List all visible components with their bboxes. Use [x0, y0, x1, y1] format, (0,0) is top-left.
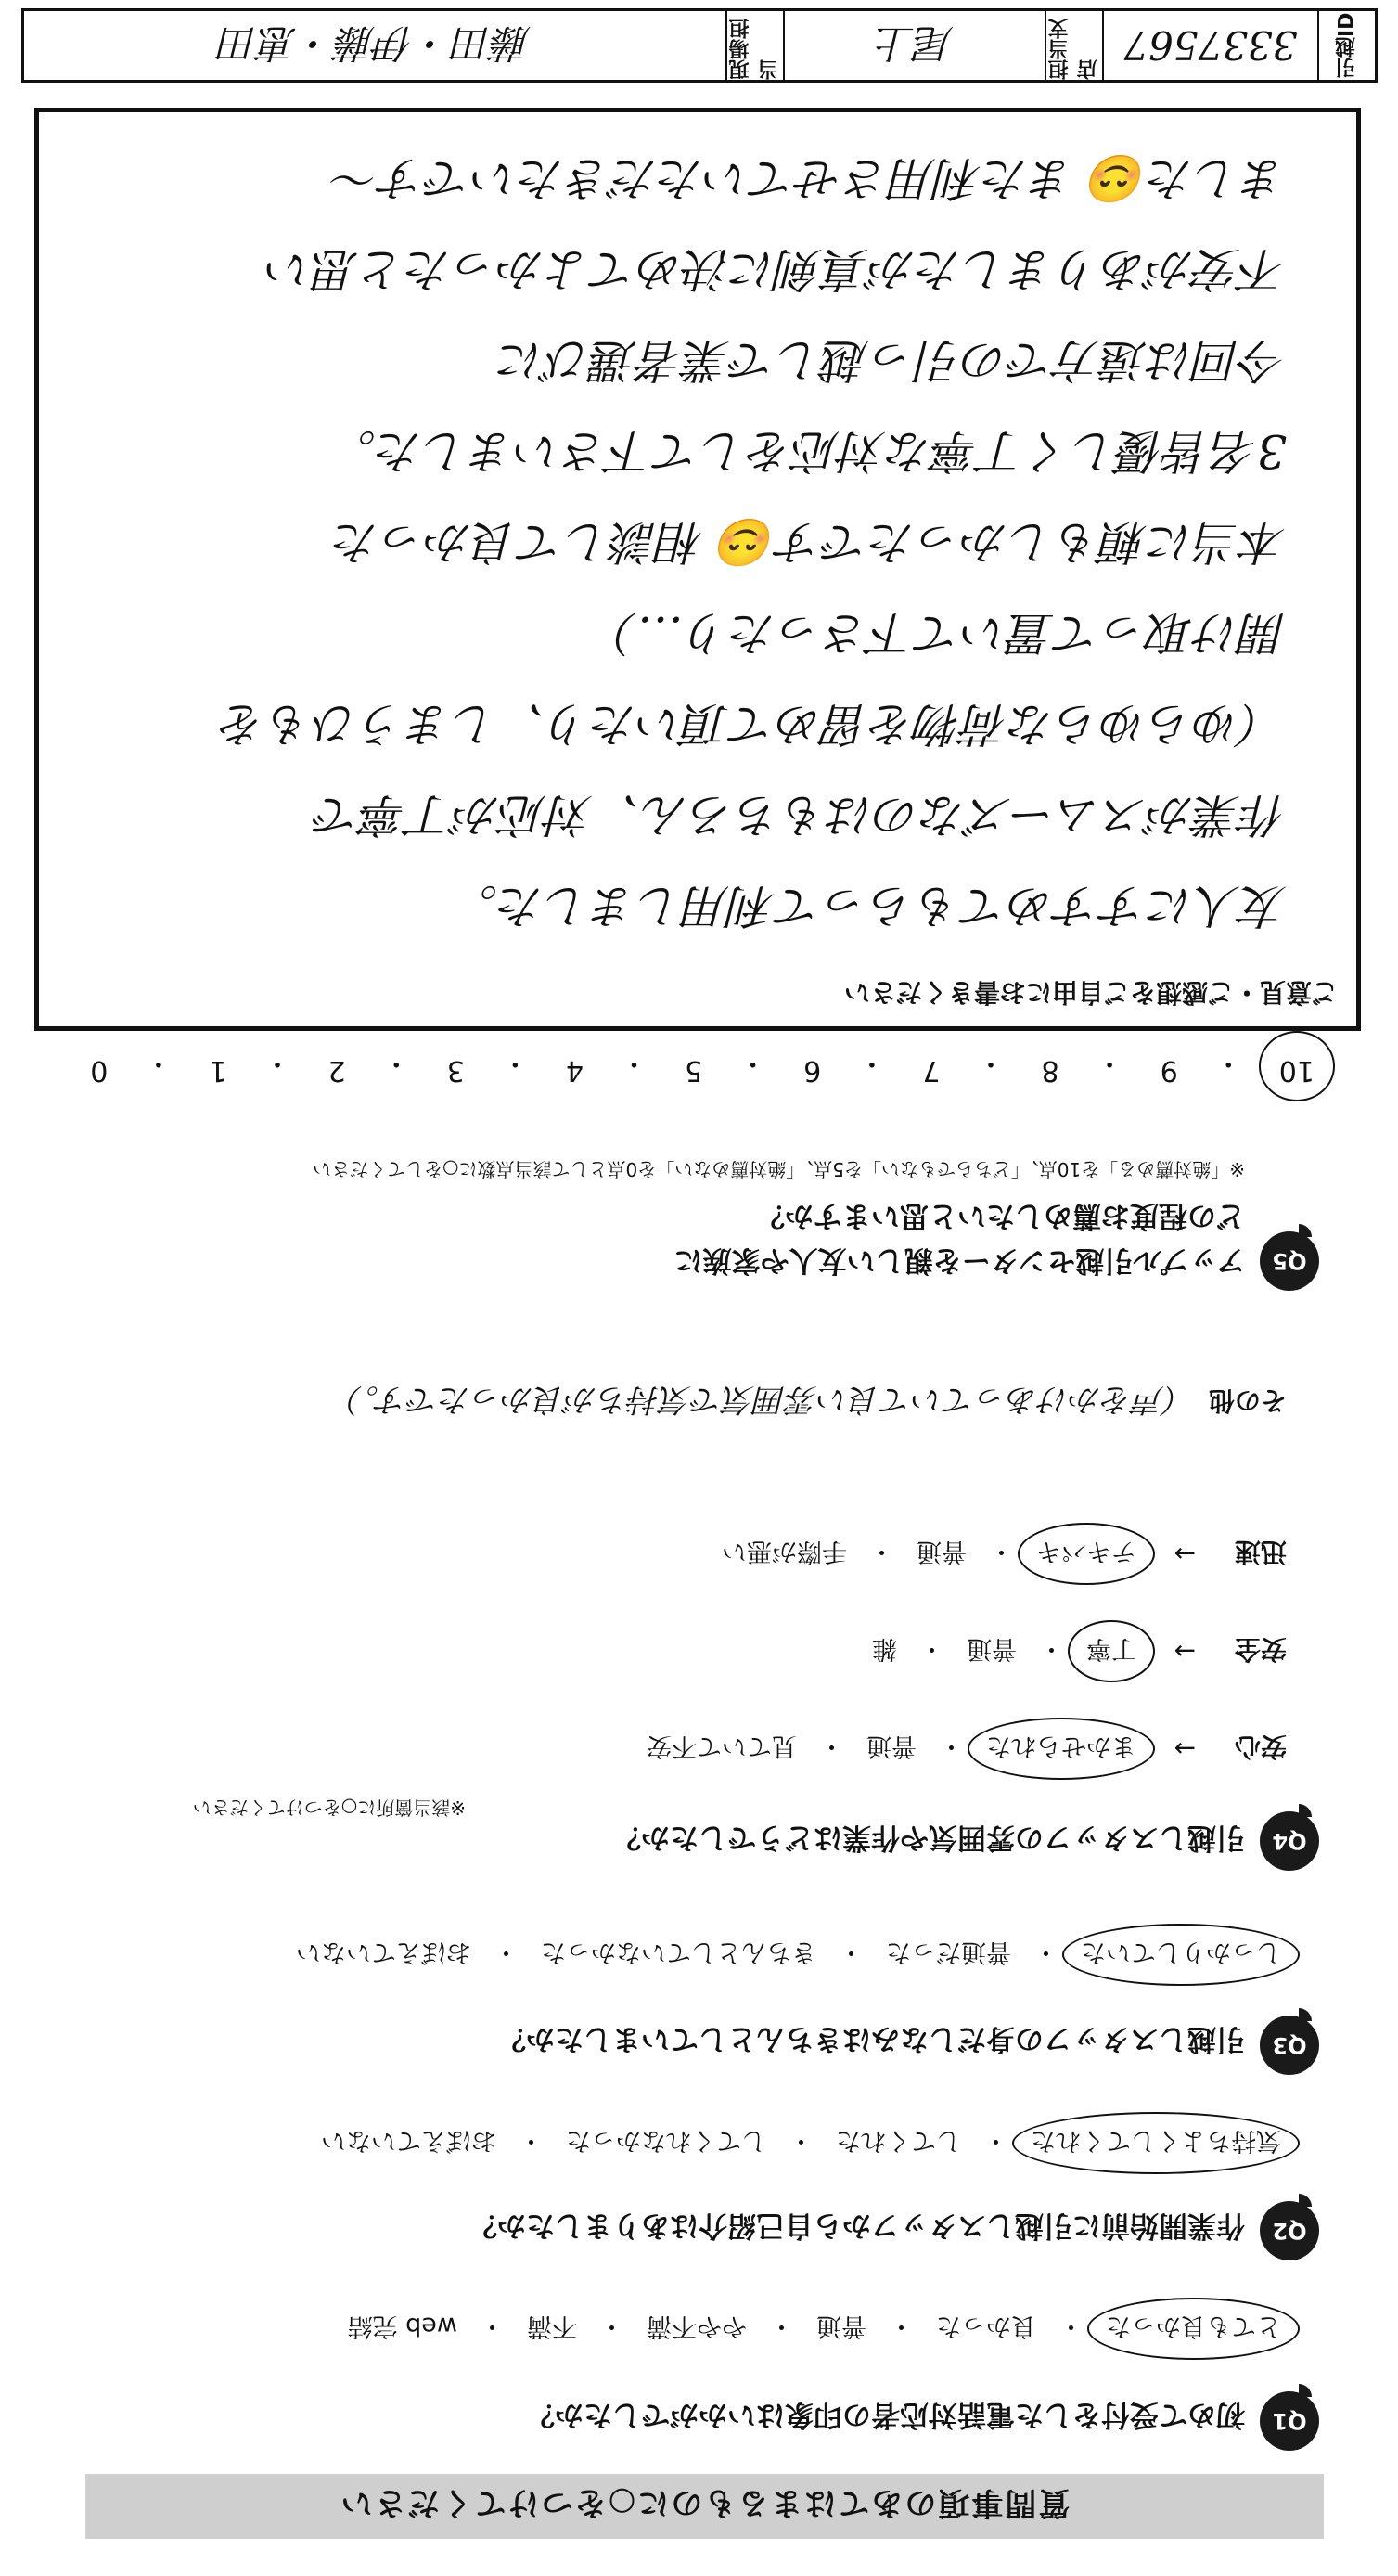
- comment-title: ご意見・ご感想をご自由にお書きください: [843, 977, 1338, 1008]
- q5-separator: ・: [1096, 1047, 1124, 1079]
- q2-option[interactable]: おぼえていない: [321, 2126, 496, 2155]
- q4-other-row: [331, 1380, 1287, 1425]
- comment-line: 開け取って置いて下さったり…）: [591, 606, 1287, 660]
- q4-row: [641, 1534, 1287, 1574]
- q5-score-option[interactable]: 8: [1041, 1054, 1059, 1087]
- q5-score-option[interactable]: 9: [1160, 1054, 1178, 1087]
- comment-line: 不安がありましたが真剣に決めてよかったと思い: [266, 242, 1287, 296]
- q4-option[interactable]: 普通: [866, 1732, 917, 1760]
- q2-separator: ・: [519, 2126, 544, 2155]
- q5-separator: ・: [501, 1047, 530, 1079]
- q5-scale: [90, 1046, 1315, 1087]
- q2-option[interactable]: してくれた: [836, 2126, 961, 2155]
- q3-option[interactable]: 普通だった: [886, 1938, 1011, 1966]
- q4-option[interactable]: 雑: [872, 1634, 897, 1663]
- q1-separator: ・: [769, 2312, 794, 2340]
- q3-badge-icon: Q3: [1260, 2016, 1319, 2075]
- arrow-icon: →: [1174, 1539, 1196, 1569]
- q5-separator: ・: [144, 1047, 173, 1079]
- q3-question: 引越しスタッフの身だしなみはきちんとしていましたか？: [497, 2022, 1245, 2055]
- q5-separator: ・: [1214, 1047, 1243, 1079]
- q5-badge-icon: Q5: [1260, 1231, 1319, 1291]
- q3-separator: ・: [1033, 1938, 1058, 1966]
- q5-note: ※「絶対薦める」を10点、「どちらでもない」を5点、「絶対薦めない」を0点として該当点数に○をしてください: [313, 1158, 1245, 1180]
- q4-row-label: 安全: [1234, 1634, 1287, 1666]
- q3-separator: ・: [494, 1938, 519, 1966]
- q4-question: 引越しスタッフの雰囲気や作業はどうでしたか？: [612, 1821, 1245, 1854]
- q5-score-option[interactable]: 10: [1279, 1046, 1315, 1087]
- q5-separator: ・: [738, 1047, 767, 1079]
- q2-separator: ・: [789, 2126, 814, 2155]
- q5-score-option[interactable]: 3: [446, 1054, 465, 1087]
- q3-option[interactable]: おぼえていない: [296, 1938, 471, 1966]
- q5-separator: ・: [382, 1047, 411, 1079]
- comment-line: 作業がスムーズなのはもちろん、対応が丁寧で: [314, 788, 1287, 842]
- q5-score-option[interactable]: 1: [209, 1054, 227, 1087]
- arrow-icon: →: [1174, 1733, 1196, 1764]
- comment-line: （ゆらゆらな荷物を留めて頂いたり、しまうひもを: [220, 697, 1287, 751]
- q4-option[interactable]: 丁寧: [1081, 1631, 1142, 1671]
- q3-options: [290, 1935, 1287, 1975]
- q5-score-option[interactable]: 5: [685, 1054, 703, 1087]
- arrow-icon: →: [1174, 1636, 1196, 1667]
- q4-rows: [641, 1476, 1287, 1769]
- q2-question: 作業開始前に引越しスタッフから自己紹介はありましたか？: [468, 2209, 1245, 2242]
- q1-option[interactable]: 普通: [816, 2312, 866, 2340]
- q4-row-label: 安心: [1234, 1732, 1287, 1763]
- q4-row-label: 迅速: [1234, 1537, 1287, 1568]
- q5-question-line1: アップル引越センターを親しい友人や家族に: [673, 1243, 1245, 1277]
- q1-separator: ・: [599, 2312, 624, 2340]
- q1-question: 初めて受付をした電話対応者の印象はいかがでしたか？: [526, 2398, 1245, 2431]
- comment-line: ました😊 また利用させていただきたいです〜: [332, 151, 1287, 205]
- q4-note: ※該当箇所に○をつけてください: [192, 1797, 466, 1819]
- q2-options: [315, 2123, 1287, 2163]
- id-table: [21, 8, 1378, 83]
- instruction-banner: 質問事項のあてはまるものに○をつけてください: [85, 2474, 1324, 2539]
- id-value: 3337567: [1123, 22, 1298, 69]
- branch-value: 尾上: [876, 20, 955, 66]
- q4-other-label: その他: [1208, 1385, 1287, 1417]
- q4-option[interactable]: 普通: [967, 1634, 1017, 1663]
- q4-separator: ・: [819, 1732, 844, 1760]
- q4-separator: ・: [989, 1537, 1014, 1565]
- q1-option[interactable]: 良かった: [936, 2312, 1036, 2340]
- branch-label: 担当支店: [1048, 19, 1100, 80]
- q4-option[interactable]: 見ていて不安: [647, 1732, 797, 1760]
- q1-option[interactable]: やや不満: [647, 2312, 747, 2340]
- q3-separator: ・: [839, 1938, 864, 1966]
- q1-badge-icon: Q1: [1260, 2391, 1319, 2451]
- q4-badge-icon: Q4: [1260, 1811, 1319, 1871]
- q1-separator: ・: [889, 2312, 914, 2340]
- q2-badge-icon: Q2: [1260, 2201, 1319, 2260]
- q5-score-option[interactable]: 0: [90, 1054, 109, 1087]
- q5-question-line2: どの程度お薦めしたいと思いますか？: [756, 1199, 1245, 1232]
- q5-score-option[interactable]: 6: [803, 1054, 822, 1087]
- q4-other-text: （声をかけあっていて良い雰囲気で気持ちが良かったです。）: [331, 1381, 1196, 1418]
- q4-option[interactable]: 手際が悪い: [722, 1537, 847, 1565]
- comment-line: 今回は遠方での引っ越しで業者選びに: [498, 333, 1287, 387]
- q1-option[interactable]: 不満: [527, 2312, 577, 2340]
- q5-separator: ・: [976, 1047, 1005, 1079]
- q4-separator: ・: [869, 1537, 894, 1565]
- q1-separator: ・: [1058, 2312, 1084, 2340]
- q1-option[interactable]: web 完結: [347, 2312, 457, 2340]
- q4-separator: ・: [939, 1732, 964, 1760]
- q4-row: [641, 1729, 1287, 1769]
- q2-option[interactable]: してくれなかった: [566, 2126, 766, 2155]
- comment-line: 3名皆優しく丁寧な対応をして下さいました。: [329, 424, 1287, 478]
- q1-option[interactable]: とても良かった: [1100, 2309, 1287, 2349]
- comment-line: 友人にすすめてもらって利用しました。: [451, 879, 1287, 933]
- q4-option[interactable]: まかせられた: [981, 1729, 1142, 1769]
- q2-option[interactable]: 気持ちよくしてくれた: [1025, 2123, 1287, 2163]
- q1-separator: ・: [480, 2312, 505, 2340]
- id-label: 引越ID: [1335, 12, 1359, 79]
- q2-separator: ・: [983, 2126, 1008, 2155]
- staff-label: 現場担当: [729, 19, 781, 80]
- q1-options: [342, 2309, 1287, 2349]
- q5-separator: ・: [857, 1047, 886, 1079]
- q5-separator: ・: [620, 1047, 648, 1079]
- q5-score-option[interactable]: 2: [327, 1054, 346, 1087]
- q5-separator: ・: [263, 1047, 292, 1079]
- q3-option[interactable]: きちんとしていなかった: [541, 1938, 816, 1966]
- q5-score-option[interactable]: 4: [565, 1054, 584, 1087]
- comment-line: 本当に頼もしかったです😊 相談して良かった: [332, 515, 1287, 569]
- q3-option[interactable]: しっかりしていた: [1075, 1935, 1287, 1975]
- staff-value: 藤田・伊藤・恵田: [219, 20, 532, 66]
- q4-separator: ・: [919, 1634, 944, 1663]
- q4-separator: ・: [1039, 1634, 1064, 1663]
- q5-score-option[interactable]: 7: [922, 1054, 941, 1087]
- q4-option[interactable]: テキパキ: [1031, 1534, 1142, 1574]
- q4-option[interactable]: 普通: [917, 1537, 967, 1565]
- q4-row: [641, 1631, 1287, 1671]
